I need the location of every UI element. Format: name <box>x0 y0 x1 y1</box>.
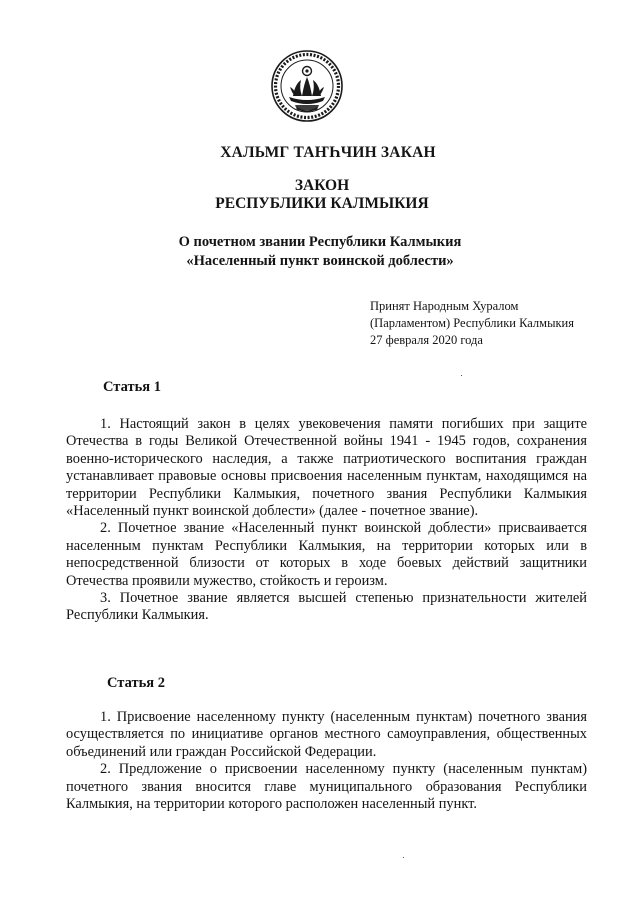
law-subject-line-2: «Населенный пункт воинской доблести» <box>186 253 454 269</box>
article-2-body <box>66 709 587 813</box>
law-subject-line-1: О почетном звании Республики Калмыкия <box>178 234 462 250</box>
adoption-date: 27 февраля 2020 года <box>370 333 483 347</box>
article-2-paragraph-2: 2. Предложение о присвоении населенному пункту (населенным пунктам) почетного звания вносится главе муниципального образования Республики Калмыкия, на территории которого расположен населенный пункт. <box>66 761 587 813</box>
kalmyk-law-title: ХАЛЬМГ ТАҤҺЧИН ЗАКАН <box>220 144 436 161</box>
article-1-paragraph-1: 1. Настоящий закон в целях увековечения памяти погибших при защите Отечества в годы Великой Отечественной войны 1941 - 1945 годов, сохранения военно-исторического наследия, а также патриотического воспитания граждан устанавливает правовые основы присвоения населенным пунктам, находящимся на территории Республики Калмыкия, почетного звания Республики Калмыкия «Населенный пункт воинской доблести» (далее - почетное звание). <box>66 416 587 520</box>
article-1-body <box>66 416 587 625</box>
article-1-paragraph-3: 3. Почетное звание является высшей степенью признательности жителей Республики Калмыкия. <box>66 590 587 624</box>
republic-heading: РЕСПУБЛИКИ КАЛМЫКИЯ <box>215 195 429 212</box>
scan-speck <box>403 857 404 858</box>
kalmykia-coat-of-arms-icon <box>271 50 343 122</box>
article-1-heading: Статья 1 <box>103 379 161 395</box>
adoption-line-1: Принят Народным Хуралом <box>370 299 519 313</box>
adoption-line-2: (Парламентом) Республики Калмыкия <box>370 316 574 330</box>
law-heading: ЗАКОН <box>294 177 350 194</box>
scan-speck <box>461 375 462 376</box>
article-2-heading: Статья 2 <box>107 675 165 691</box>
adoption-note <box>370 298 574 349</box>
article-2-paragraph-1: 1. Присвоение населенному пункту (населенным пунктам) почетного звания осуществляется по инициативе органов местного самоуправления, общественных объединений или граждан Российской Федерации. <box>66 709 587 760</box>
article-1-paragraph-2: 2. Почетное звание «Населенный пункт воинской доблести» присваивается населенным пунктам Республики Калмыкия, на территории которых или в непосредственной близости от которых в ходе боевых действий защитники Отечества проявили мужество, стойкость и героизм. <box>66 520 587 589</box>
